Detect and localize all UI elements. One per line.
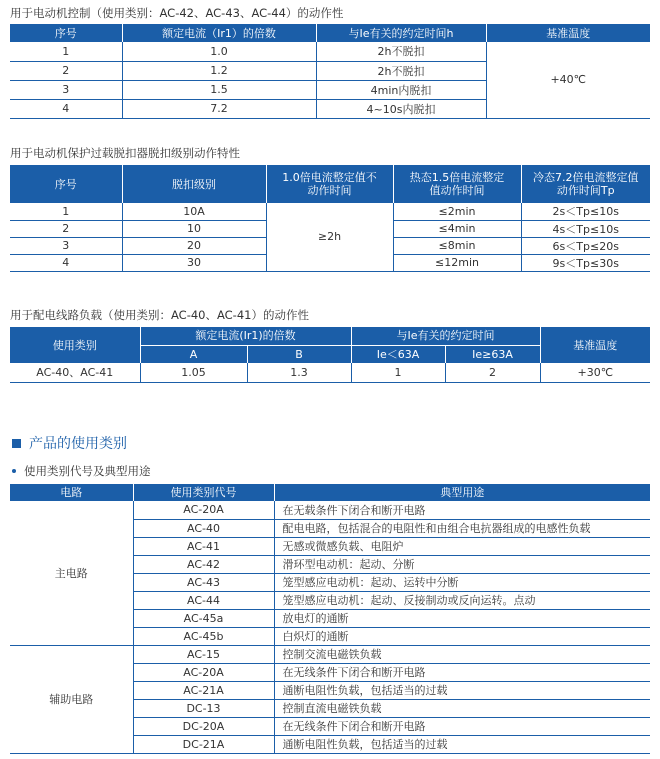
cell-a: 1.05 <box>140 363 247 382</box>
header-hot-trip-time: 热态1.5倍电流整定值动作时间 <box>393 165 521 203</box>
table-header-row <box>10 484 650 501</box>
cell-code: AC-40 <box>133 519 274 537</box>
cell-category: AC-40、AC-41 <box>10 363 140 382</box>
cell-no: 3 <box>10 237 122 254</box>
header-a: A <box>140 345 247 363</box>
cell-circuit-main: 主电路 <box>10 501 133 645</box>
cell-no: 2 <box>10 61 122 80</box>
dot-bullet-icon <box>12 469 16 473</box>
cell-use: 无感或微感负载、电阻炉 <box>274 537 650 555</box>
header-temperature: 基准温度 <box>540 327 650 363</box>
cell-code: AC-15 <box>133 645 274 663</box>
cell-use: 笼型感应电动机：起动、运转中分断 <box>274 573 650 591</box>
motor-control-table <box>10 24 650 119</box>
cell-use: 在无线条件下闭合和断开电路 <box>274 717 650 735</box>
header-ge-63a: Ie≥63A <box>445 345 540 363</box>
cell-code: AC-41 <box>133 537 274 555</box>
cell-use: 通断电阻性负载，包括适当的过载 <box>274 681 650 699</box>
header-no: 序号 <box>10 24 122 42</box>
cell-multiple: 1.2 <box>122 61 316 80</box>
cell-lt-63a: 1 <box>351 363 445 382</box>
cell-time: 4min内脱扣 <box>316 80 486 99</box>
table-header-row <box>10 327 650 345</box>
table-row <box>10 42 650 61</box>
header-b: B <box>247 345 351 363</box>
cell-code: AC-42 <box>133 555 274 573</box>
cell-code: DC-20A <box>133 717 274 735</box>
cell-ge-63a: 2 <box>445 363 540 382</box>
header-code: 使用类别代号 <box>133 484 274 501</box>
table-row <box>10 363 650 382</box>
header-no-trip-time: 1.0倍电流整定值不动作时间 <box>266 165 393 203</box>
table-row <box>10 645 650 663</box>
cell-hot: ≤8min <box>393 237 521 254</box>
header-cold-trip-time: 冷态7.2倍电流整定值动作时间Tp <box>521 165 650 203</box>
cell-cold: 6s＜Tp≤20s <box>521 237 650 254</box>
table-header-row <box>10 24 650 42</box>
header-lt-63a: Ie＜63A <box>351 345 445 363</box>
header-trip-level: 脱扣级别 <box>122 165 266 203</box>
section-heading <box>12 433 127 453</box>
bullet-text: 使用类别代号及典型用途 <box>24 464 151 478</box>
cell-time: 2h不脱扣 <box>316 61 486 80</box>
cell-no-trip-time: ≥2h <box>266 203 393 271</box>
cell-code: AC-44 <box>133 591 274 609</box>
cell-use: 白炽灯的通断 <box>274 627 650 645</box>
cell-use: 笼型感应电动机：起动、反接制动或反向运转。点动 <box>274 591 650 609</box>
header-circuit: 电路 <box>10 484 133 501</box>
trip-class-caption: 用于电动机保护过载脱扣器脱扣级别动作特性 <box>10 146 240 160</box>
cell-no: 4 <box>10 254 122 271</box>
cell-b: 1.3 <box>247 363 351 382</box>
cell-use: 控制交流电磁铁负载 <box>274 645 650 663</box>
cell-time: 4~10s内脱扣 <box>316 99 486 118</box>
cell-use: 滑环型电动机：起动、分断 <box>274 555 650 573</box>
cell-hot: ≤12min <box>393 254 521 271</box>
cell-temperature: +40℃ <box>486 42 650 118</box>
bullet-line <box>12 463 151 479</box>
cell-use: 放电灯的通断 <box>274 609 650 627</box>
cell-circuit-aux: 辅助电路 <box>10 645 133 753</box>
cell-no: 4 <box>10 99 122 118</box>
cell-hot: ≤2min <box>393 203 521 220</box>
table-header-row <box>10 165 650 203</box>
cell-code: AC-21A <box>133 681 274 699</box>
cell-code: DC-21A <box>133 735 274 753</box>
cell-multiple: 7.2 <box>122 99 316 118</box>
cell-code: AC-45a <box>133 609 274 627</box>
table-row <box>10 501 650 519</box>
cell-cold: 4s＜Tp≤10s <box>521 220 650 237</box>
header-time: 与Ie有关的约定时间h <box>316 24 486 42</box>
cell-multiple: 1.5 <box>122 80 316 99</box>
motor-control-caption: 用于电动机控制（使用类别：AC-42、AC-43、AC-44）的动作性 <box>10 6 344 20</box>
cell-use: 控制直流电磁铁负载 <box>274 699 650 717</box>
cell-use: 在无载条件下闭合和断开电路 <box>274 501 650 519</box>
cell-no: 2 <box>10 220 122 237</box>
section-heading-text: 产品的使用类别 <box>29 436 127 452</box>
cell-no: 1 <box>10 42 122 61</box>
header-no: 序号 <box>10 165 122 203</box>
square-bullet-icon <box>12 439 21 448</box>
header-temperature: 基准温度 <box>486 24 650 42</box>
cell-use: 通断电阻性负载，包括适当的过载 <box>274 735 650 753</box>
cell-code: AC-45b <box>133 627 274 645</box>
cell-no: 1 <box>10 203 122 220</box>
cell-cold: 2s＜Tp≤10s <box>521 203 650 220</box>
cell-time: 2h不脱扣 <box>316 42 486 61</box>
cell-level: 20 <box>122 237 266 254</box>
distribution-table <box>10 327 650 383</box>
cell-multiple: 1.0 <box>122 42 316 61</box>
cell-cold: 9s＜Tp≤30s <box>521 254 650 271</box>
distribution-caption: 用于配电线路负载（使用类别：AC-40、AC-41）的动作性 <box>10 308 309 322</box>
cell-code: AC-20A <box>133 501 274 519</box>
cell-level: 10A <box>122 203 266 220</box>
cell-use: 在无线条件下闭合和断开电路 <box>274 663 650 681</box>
table-row <box>10 203 650 220</box>
cell-level: 30 <box>122 254 266 271</box>
cell-temperature: +30℃ <box>540 363 650 382</box>
cell-hot: ≤4min <box>393 220 521 237</box>
header-category: 使用类别 <box>10 327 140 363</box>
category-table <box>10 484 650 754</box>
cell-code: AC-43 <box>133 573 274 591</box>
cell-use: 配电电路，包括混合的电阻性和由组合电抗器组成的电感性负载 <box>274 519 650 537</box>
cell-level: 10 <box>122 220 266 237</box>
cell-no: 3 <box>10 80 122 99</box>
header-multiple: 额定电流(Ir1)的倍数 <box>140 327 351 345</box>
header-multiple: 额定电流（Ir1）的倍数 <box>122 24 316 42</box>
cell-code: DC-13 <box>133 699 274 717</box>
header-time: 与Ie有关的约定时间 <box>351 327 540 345</box>
header-use: 典型用途 <box>274 484 650 501</box>
cell-code: AC-20A <box>133 663 274 681</box>
trip-class-table <box>10 165 650 272</box>
